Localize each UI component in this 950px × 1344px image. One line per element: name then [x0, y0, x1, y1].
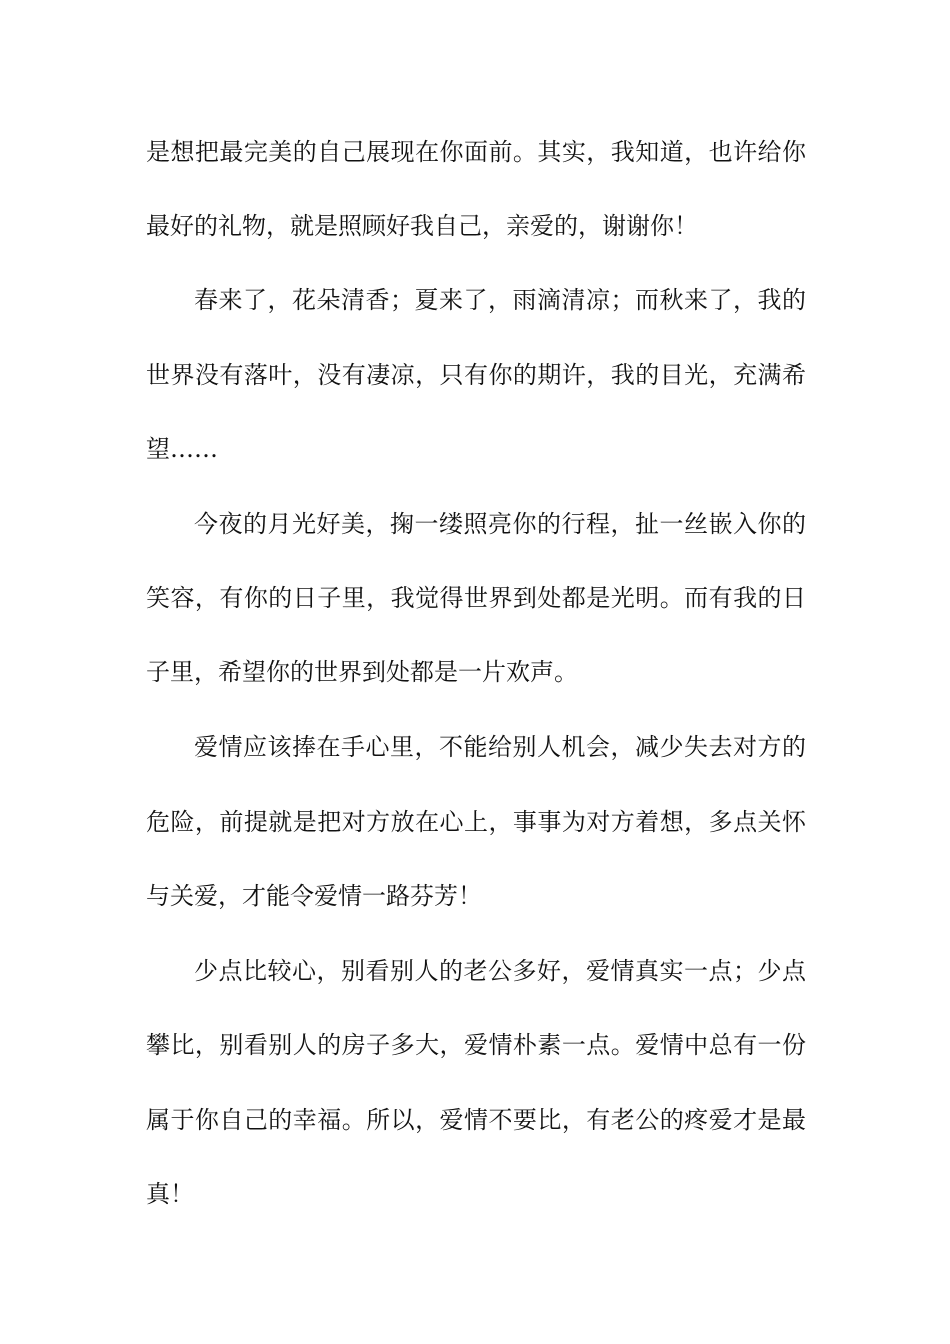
paragraph-3-line-3: 子里，希望你的世界到处都是一片欢声。 [146, 658, 578, 686]
paragraph-2-line-3: 望…… [146, 435, 218, 463]
paragraph-4-line-3: 与关爱，才能令爱情一路芬芳！ [146, 882, 482, 910]
paragraph-5-line-1: 少点比较心，别看别人的老公多好，爱情真实一点；少点 [194, 957, 806, 985]
paragraph-5-line-3: 属于你自己的幸福。所以，爱情不要比，有老公的疼爱才是最 [146, 1106, 806, 1134]
paragraph-3-line-2: 笑容，有你的日子里，我觉得世界到处都是光明。而有我的日 [146, 584, 806, 612]
paragraph-4-line-2: 危险，前提就是把对方放在心上，事事为对方着想，多点关怀 [146, 808, 806, 836]
paragraph-5-line-4: 真！ [146, 1180, 194, 1208]
paragraph-3-line-1: 今夜的月光好美，掬一缕照亮你的行程，扯一丝嵌入你的 [194, 510, 806, 538]
paragraph-1-line-2: 最好的礼物，就是照顾好我自己，亲爱的，谢谢你！ [146, 212, 698, 240]
paragraph-4-line-1: 爱情应该捧在手心里，不能给别人机会，减少失去对方的 [194, 733, 806, 761]
paragraph-5-line-2: 攀比，别看别人的房子多大，爱情朴素一点。爱情中总有一份 [146, 1031, 806, 1059]
paragraph-1-line-1: 是想把最完美的自己展现在你面前。其实，我知道，也许给你 [146, 138, 806, 166]
paragraph-2-line-2: 世界没有落叶，没有凄凉，只有你的期许，我的目光，充满希 [146, 361, 806, 389]
paragraph-2-line-1: 春来了，花朵清香；夏来了，雨滴清凉；而秋来了，我的 [194, 286, 806, 314]
